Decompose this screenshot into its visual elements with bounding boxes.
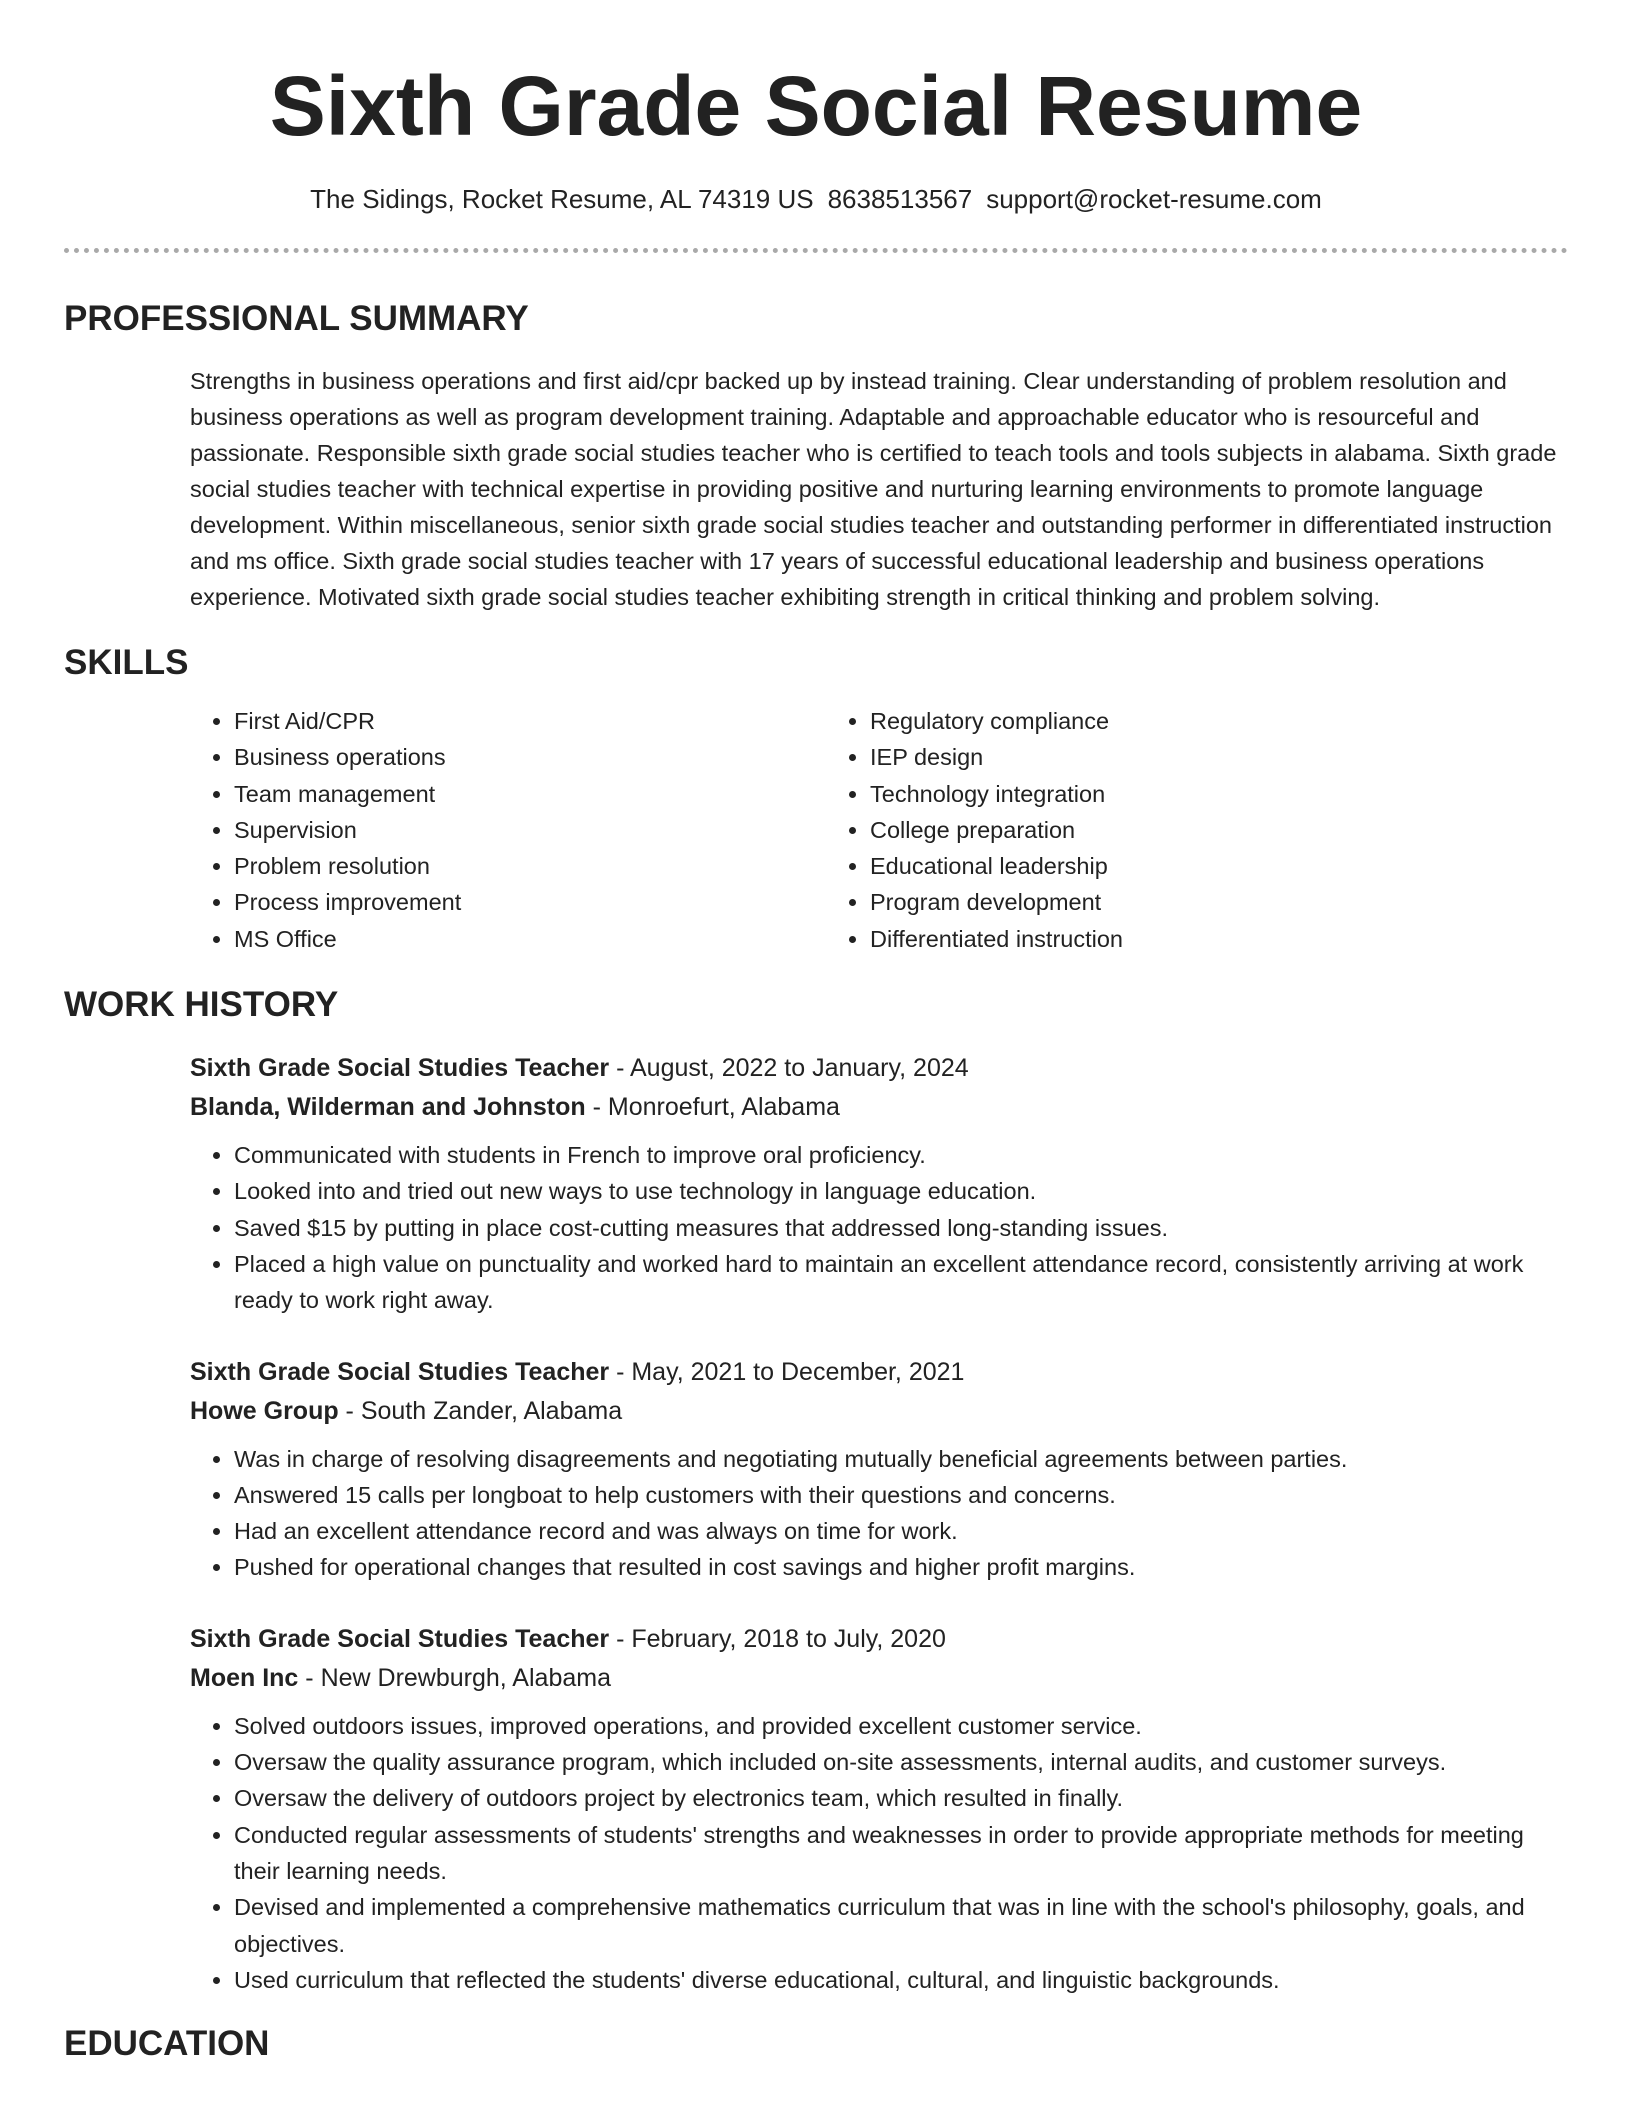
contact-line [64, 182, 1568, 216]
resume-name: Sixth Grade Social Resume [269, 59, 1363, 153]
job-bullet: • Had an excellent attendance record and was always on time for work. [234, 1513, 1568, 1549]
job-role: Sixth Grade Social Studies Teacher [190, 1054, 610, 1083]
job-title-line: Sixth Grade Social Studies Teacher - February, 2018 to July, 2020 [190, 1624, 946, 1653]
job-title-line: Sixth Grade Social Studies Teacher - May, 2021 to December, 2021 [190, 1357, 965, 1386]
resume-page [64, 0, 1568, 2066]
job-title-line: Sixth Grade Social Studies Teacher - August, 2022 to January, 2024 [190, 1054, 969, 1083]
work-history-heading: WORK HISTORY [64, 985, 339, 1025]
education-heading: EDUCATION [64, 2024, 270, 2064]
skill-item: • Regulatory compliance [870, 703, 1123, 739]
skill-item: • Program development [870, 884, 1123, 920]
job-bullet: • Solved outdoors issues, improved operations, and provided excellent customer service. [234, 1708, 1568, 1744]
job-location: New Drewburgh, Alabama [320, 1663, 611, 1692]
job-company-line: Howe Group - South Zander, Alabama [190, 1396, 623, 1425]
skill-item: • MS Office [234, 921, 826, 957]
job-company: Blanda, Wilderman and Johnston [190, 1093, 586, 1122]
job-bullet: • Saved $15 by putting in place cost-cutting measures that addressed long-standing issues. [234, 1210, 1568, 1246]
job-company-line: Moen Inc - New Drewburgh, Alabama [190, 1663, 611, 1692]
skills-list [190, 703, 1568, 957]
skill-item: • Supervision [234, 812, 826, 848]
skill-item: • First Aid/CPR [234, 703, 826, 739]
job-bullet: • Communicated with students in French to improve oral proficiency. [234, 1137, 1568, 1173]
skills-column-left [190, 703, 826, 957]
job-bullet: • Oversaw the quality assurance program, which included on-site assessments, internal audits, and customer surveys. [234, 1744, 1568, 1780]
summary-text: Strengths in business operations and first aid/cpr backed up by instead training. Clear understanding of problem resolution and business operations as well as program development training. Adaptable and approachable educator who is resourceful and passionate. Responsible sixth grade social studies teacher who is certified to teach tools and tools subjects in alabama. Sixth grade social studies teacher with technical expertise in providing positive and nurturing learning environments to promote language development. Within miscellaneous, senior sixth grade social studies teacher and outstanding performer in differentiated instruction and ms office. Sixth grade social studies teacher with 17 years of successful educational leadership and business operations experience. Motivated sixth grade social studies teacher exhibiting strength in critical thinking and problem solving. [190, 368, 1557, 610]
skill-item: • Team management [234, 776, 826, 812]
job-bullet: • Answered 15 calls per longboat to help customers with their questions and concerns. [234, 1477, 1568, 1513]
skill-item: • Technology integration [870, 776, 1123, 812]
job-entry [190, 1353, 1568, 1586]
skill-item: • College preparation [870, 812, 1123, 848]
skill-item: • Differentiated instruction [870, 921, 1123, 957]
contact-phone: 8638513567 [827, 184, 973, 214]
job-bullet: • Conducted regular assessments of students' strengths and weaknesses in order to provide appropriate methods for meeting their learning needs. [234, 1817, 1568, 1890]
job-entry [190, 1620, 1568, 1998]
job-role: Sixth Grade Social Studies Teacher [190, 1624, 610, 1653]
job-bullets [190, 1708, 1568, 1998]
skills-heading: SKILLS [64, 643, 189, 682]
job-bullet: • Oversaw the delivery of outdoors project by electronics team, which resulted in finally. [234, 1780, 1568, 1816]
skills-column-right [826, 703, 1123, 957]
job-dates: August, 2022 to January, 2024 [629, 1054, 969, 1083]
job-entry [190, 1049, 1568, 1318]
job-company: Howe Group [190, 1396, 339, 1425]
skill-item: • IEP design [870, 739, 1123, 775]
skill-item: • Problem resolution [234, 848, 826, 884]
job-company: Moen Inc [190, 1663, 299, 1692]
job-bullet: • Used curriculum that reflected the students' diverse educational, cultural, and linguistic backgrounds. [234, 1962, 1568, 1998]
job-role: Sixth Grade Social Studies Teacher [190, 1357, 610, 1386]
job-bullet: • Devised and implemented a comprehensive mathematics curriculum that was in line with the school's philosophy, goals, and objectives. [234, 1889, 1568, 1962]
job-dates: February, 2018 to July, 2020 [631, 1624, 946, 1653]
job-bullets [190, 1441, 1568, 1586]
job-bullet: • Pushed for operational changes that resulted in cost savings and higher profit margins. [234, 1549, 1568, 1585]
summary-heading: PROFESSIONAL SUMMARY [64, 299, 529, 338]
contact-email[interactable]: support@rocket-resume.com [986, 184, 1322, 214]
job-bullet: • Was in charge of resolving disagreements and negotiating mutually beneficial agreements between parties. [234, 1441, 1568, 1477]
skill-item: • Educational leadership [870, 848, 1123, 884]
job-bullet: • Placed a high value on punctuality and worked hard to maintain an excellent attendance record, consistently arriving at work ready to work right away. [234, 1246, 1568, 1319]
contact-address: The Sidings, Rocket Resume, AL 74319 US [310, 184, 814, 214]
job-bullets [190, 1137, 1568, 1318]
job-location: Monroefurt, Alabama [607, 1093, 840, 1122]
job-bullet: • Looked into and tried out new ways to use technology in language education. [234, 1173, 1568, 1209]
skill-item: • Process improvement [234, 884, 826, 920]
skill-item: • Business operations [234, 739, 826, 775]
job-location: South Zander, Alabama [360, 1396, 623, 1425]
job-company-line: Blanda, Wilderman and Johnston - Monroefurt, Alabama [190, 1093, 840, 1122]
job-dates: May, 2021 to December, 2021 [631, 1357, 965, 1386]
header-divider [64, 248, 1568, 253]
